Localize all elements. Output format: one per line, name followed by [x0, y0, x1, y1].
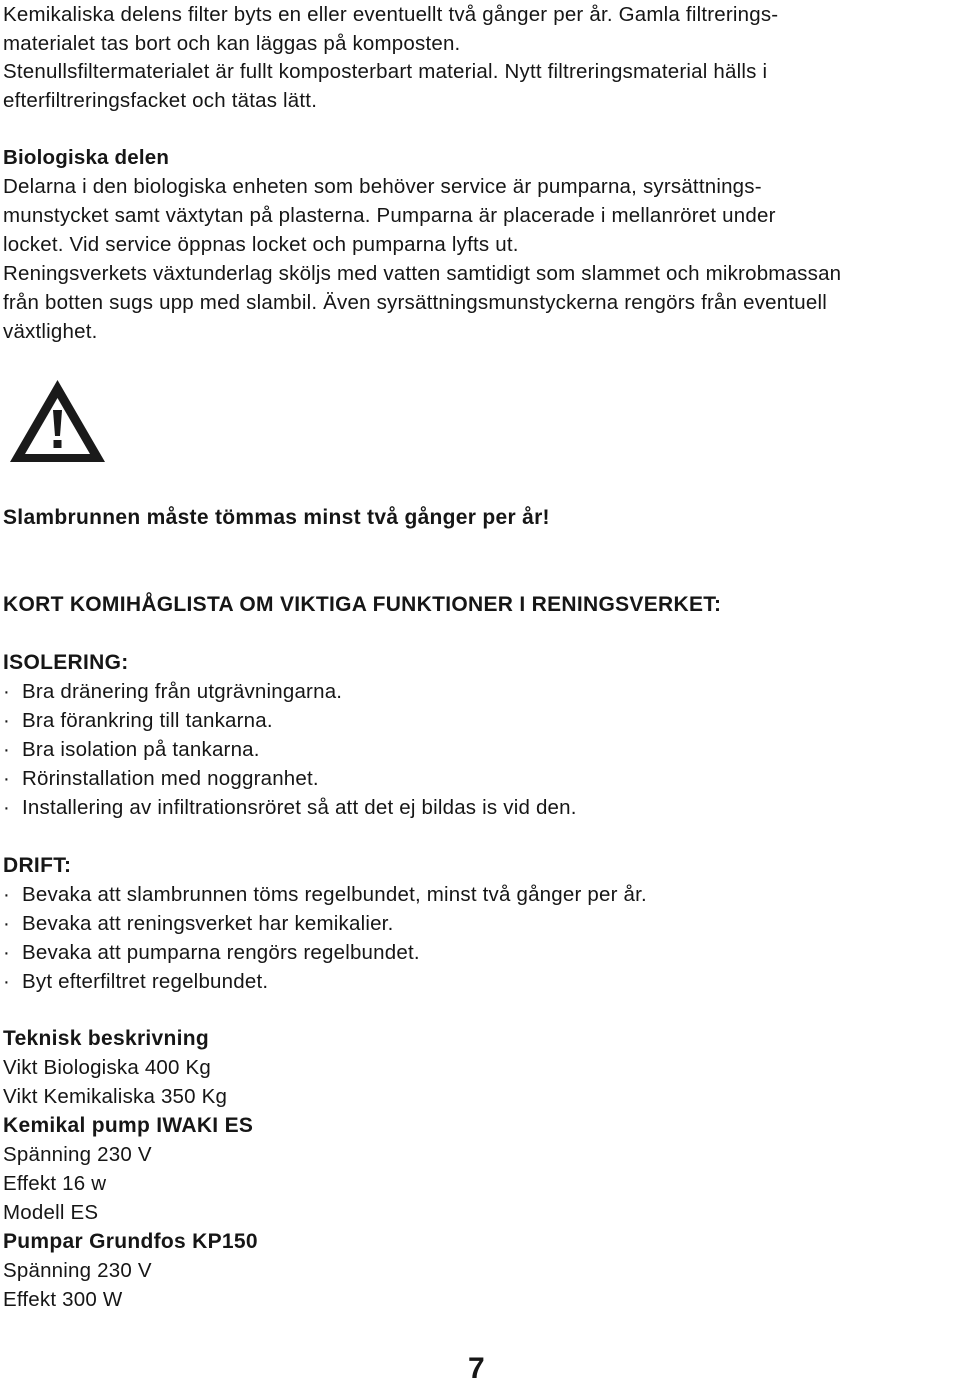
warning-text: Slambrunnen måste tömmas minst två gånger per år!: [3, 506, 550, 529]
intro-line-1: Kemikaliska delens filter byts en eller eventuellt två gånger per år. Gamla filtrerings-: [3, 3, 779, 26]
list-item-text: Byt efterfiltret regelbundet.: [22, 970, 269, 993]
chem-pump-voltage: Spänning 230 V: [3, 1143, 152, 1166]
tech-weight-bio: Vikt Biologiska 400 Kg: [3, 1056, 212, 1079]
list-item: [3, 735, 260, 764]
bullet-icon: ·: [3, 738, 11, 761]
bullet-icon: ·: [3, 912, 11, 935]
pumps-voltage: Spänning 230 V: [3, 1259, 152, 1282]
bio-line-6: växtlighet.: [3, 320, 98, 343]
bullet-icon: ·: [3, 941, 11, 964]
chem-pump-heading: Kemikal pump IWAKI ES: [3, 1114, 254, 1137]
chem-pump-power: Effekt 16 w: [3, 1172, 107, 1195]
list-item: [3, 793, 577, 822]
bullet-icon: ·: [3, 680, 11, 703]
bio-heading: Biologiska delen: [3, 146, 170, 169]
bio-line-3: locket. Vid service öppnas locket och pumparna lyfts ut.: [3, 233, 519, 256]
list-item: [3, 880, 647, 909]
tech-heading: Teknisk beskrivning: [3, 1027, 210, 1050]
list-item-text: Bevaka att pumparna rengörs regelbundet.: [22, 941, 420, 964]
bullet-icon: ·: [3, 970, 11, 993]
list-item: [3, 909, 393, 938]
pumps-heading: Pumpar Grundfos KP150: [3, 1230, 258, 1253]
intro-line-4: efterfiltreringsfacket och tätas lätt.: [3, 89, 318, 112]
bullet-icon: ·: [3, 709, 11, 732]
bio-line-5: från botten sugs upp med slambil. Även syrsättningsmunstyckerna rengörs från eventuell: [3, 291, 827, 314]
drift-heading: DRIFT:: [3, 854, 72, 877]
warning-triangle-icon: [8, 378, 107, 464]
bio-line-1: Delarna i den biologiska enheten som behöver service är pumparna, syrsättnings-: [3, 175, 762, 198]
tech-weight-chem: Vikt Kemikaliska 350 Kg: [3, 1085, 228, 1108]
pumps-power: Effekt 300 W: [3, 1288, 123, 1311]
list-item-text: Bra dränering från utgrävningarna.: [22, 680, 343, 703]
list-item: [3, 764, 319, 793]
bullet-icon: ·: [3, 767, 11, 790]
bio-line-4: Reningsverkets växtunderlag sköljs med vatten samtidigt som slammet och mikrobmassan: [3, 262, 842, 285]
list-item: [3, 677, 342, 706]
isolering-heading: ISOLERING:: [3, 651, 129, 674]
bullet-icon: ·: [3, 796, 11, 819]
list-item-text: Bra förankring till tankarna.: [22, 709, 273, 732]
list-item-text: Bevaka att slambrunnen töms regelbundet, minst två gånger per år.: [22, 883, 647, 906]
bullet-icon: ·: [3, 883, 11, 906]
page-number: 7: [468, 1352, 485, 1385]
list-item-text: Rörinstallation med noggranhet.: [22, 767, 319, 790]
list-item: [3, 967, 268, 996]
checklist-title: KORT KOMIHÅGLISTA OM VIKTIGA FUNKTIONER I RENINGSVERKET:: [3, 593, 722, 616]
list-item-text: Bra isolation på tankarna.: [22, 738, 260, 761]
list-item: [3, 938, 420, 967]
list-item-text: Bevaka att reningsverket har kemikalier.: [22, 912, 394, 935]
bio-line-2: munstycket samt växtytan på plasterna. Pumparna är placerade i mellanröret under: [3, 204, 776, 227]
chem-pump-model: Modell ES: [3, 1201, 99, 1224]
list-item-text: Installering av infiltrationsröret så att det ej bildas is vid den.: [22, 796, 577, 819]
intro-line-2: materialet tas bort och kan läggas på komposten.: [3, 32, 461, 55]
intro-line-3: Stenullsfiltermaterialet är fullt komposterbart material. Nytt filtreringsmaterial hälls i: [3, 60, 768, 83]
list-item: [3, 706, 273, 735]
